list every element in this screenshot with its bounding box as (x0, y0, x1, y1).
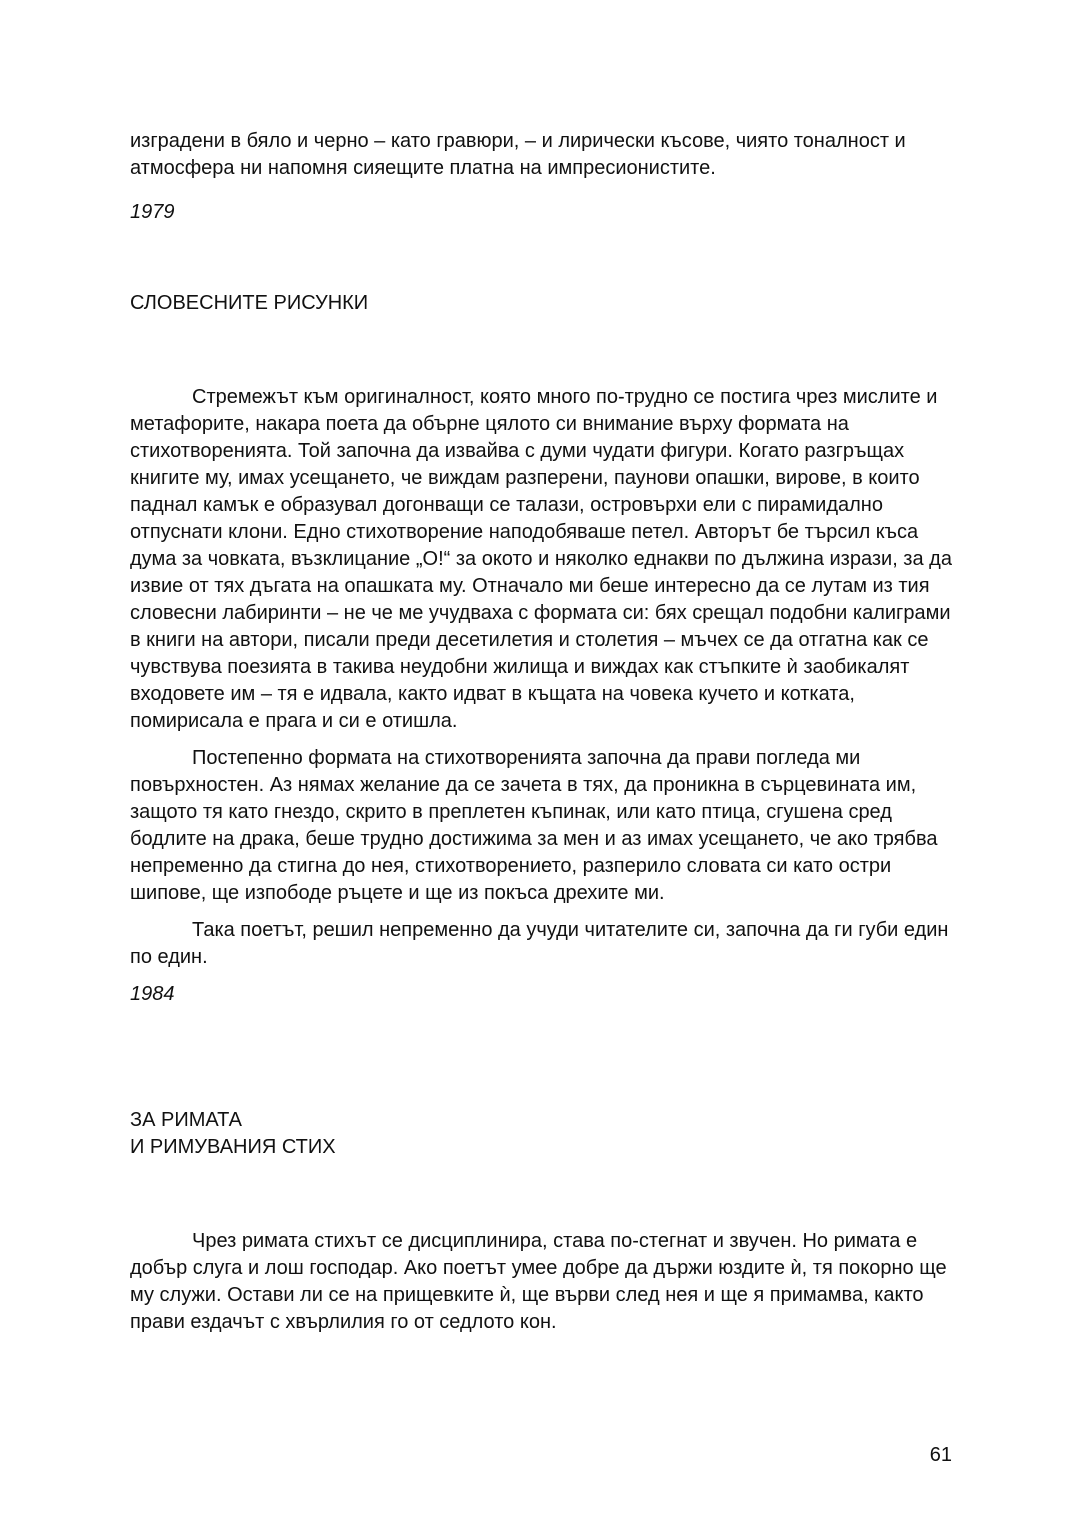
section2-paragraph-1: Чрез римата стихът се дисциплинира, става по-стегнат и звучен. Но римата е добър слуга и лош господар. Ако поетът умее добре да държи юздите ѝ, тя покорно ще му служи. Остави ли се на прищевките ѝ, ще върви след нея и ще я примамва, както прави ездачът с хвърлилия го от седлото кон. (130, 1230, 947, 1333)
section-title-line-1: ЗА РИМАТА (130, 1109, 243, 1131)
page-number: 61 (929, 1444, 952, 1466)
year-1984: 1984 (130, 983, 175, 1005)
section-title-line-2: И РИМУВАНИЯ СТИХ (130, 1136, 336, 1158)
intro-paragraph: изградени в бяло и черно – като гравюри, – и лирически късове, чиято тоналност и атмосфера ни напомня сияещите платна на импресионистите. (130, 130, 906, 179)
section-title-verbal-drawings: СЛОВЕСНИТЕ РИСУНКИ (130, 292, 369, 314)
section1-paragraph-2: Постепенно формата на стихотворенията започна да прави погледа ми повърхностен. Аз нямах желание да се зачета в тях, да проникна в сърцевината им, защото тя като гнездо, скрито в преплетен къпинак, или като птица, сгушена сред бодлите на драка, беше трудно достижима за мен и аз имах усещането, че ако трябва непременно да стигна до нея, стихотворението, разперило словата си като остри шипове, ще изпободе ръцете и ще из покъса дрехите ми. (130, 747, 938, 904)
year-1979: 1979 (130, 201, 175, 223)
page-content (130, 128, 955, 1346)
section1-paragraph-1: Стремежът към оригиналност, която много по-трудно се постига чрез мислите и метафорите, накара поета да обърне цялото си внимание върху формата на стихотворенията. Той започна да извайва с думи чудати фигури. Когато разгръщах книгите му, имах усещането, че виждам разперени, паунови опашки, вирове, в които паднал камък е образувал догонващи се талази, островърхи ели с пирамидално отпуснати клони. Едно стихотворение наподобяваше петел. Авторът бе търсил къса дума за човката, възклицание „О!“ за окото и няколко еднакви по дължина изрази, за да извие от тях дъгата на опашката му. Отначало ми беше интересно да се лутам из тия словесни лабиринти – не че ме учудваха с формата си: бях срещал подобни калиграми в книги на автори, писали преди десетилетия и столетия – мъчех се да отгатна как се чувствува поезията в такива неудобни жилища и виждах как стъпките ѝ заобикалят входовете им – тя е идвала, както идват в къщата на човека кучето и котката, помирисала е прага и си е отишла. (130, 386, 952, 732)
section1-paragraph-3: Така поетът, решил непременно да учуди читателите си, започна да ги губи един по един. (130, 919, 949, 968)
section-title-rhyme (130, 1107, 955, 1161)
